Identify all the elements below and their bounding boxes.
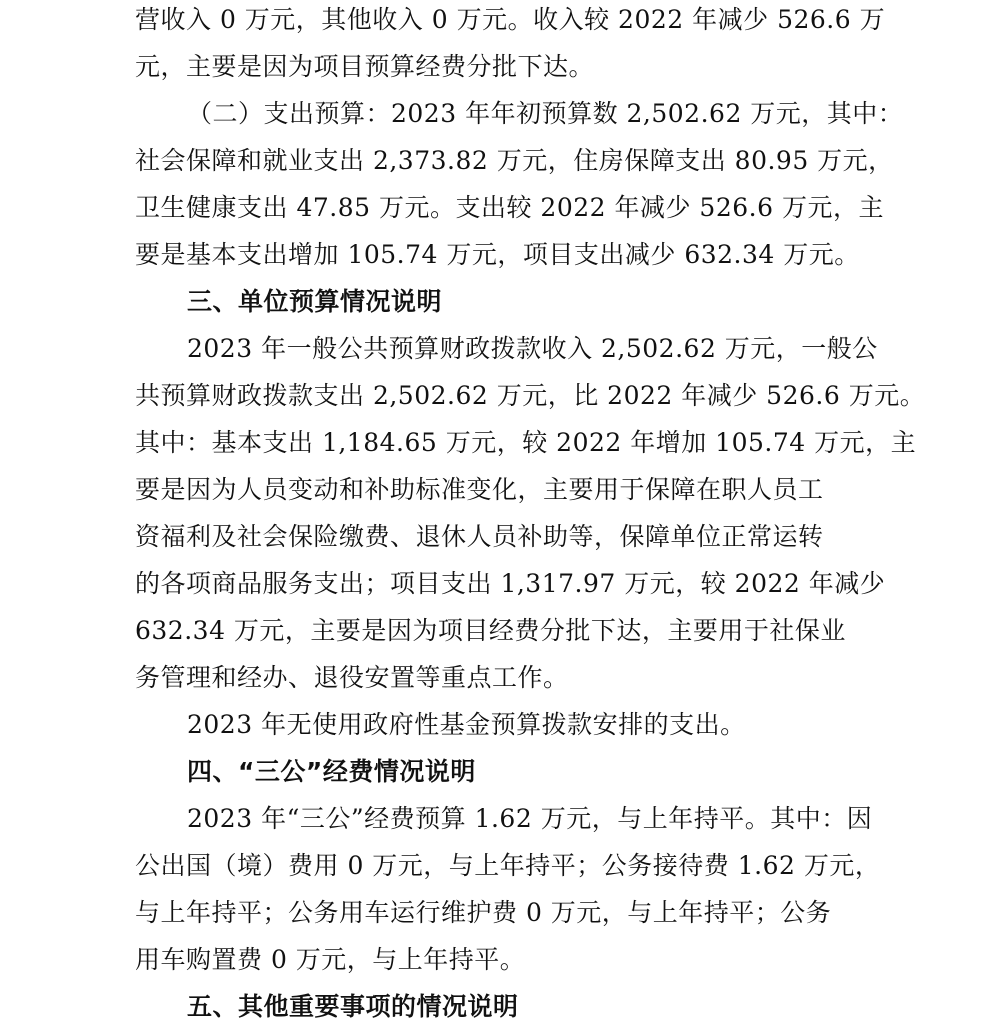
section-heading: 四、“三公”经费情况说明 [187,757,476,786]
body-line: 其中：基本支出 1,184.65 万元，较 2022 年增加 105.74 万元，主 [135,428,917,457]
body-line: （二）支出预算：2023 年年初预算数 2,502.62 万元，其中： [187,99,904,128]
body-line: 社会保障和就业支出 2,373.82 万元，住房保障支出 80.95 万元， [135,146,894,175]
body-line: 2023 年无使用政府性基金预算拨款安排的支出。 [187,710,746,739]
body-line: 要是基本支出增加 105.74 万元，项目支出减少 632.34 万元。 [135,240,860,269]
body-line: 公出国（境）费用 0 万元，与上年持平；公务接待费 1.62 万元， [135,851,881,880]
body-line: 务管理和经办、退役安置等重点工作。 [135,663,569,692]
body-line: 2023 年“三公”经费预算 1.62 万元，与上年持平。其中：因 [187,804,873,833]
body-line: 与上年持平；公务用车运行维护费 0 万元，与上年持平；公务 [135,898,832,927]
section-heading: 五、其他重要事项的情况说明 [187,992,519,1021]
body-line: 共预算财政拨款支出 2,502.62 万元，比 2022 年减少 526.6 万元。 [135,381,926,410]
body-line: 632.34 万元，主要是因为项目经费分批下达，主要用于社保业 [135,616,846,645]
body-line: 用车购置费 0 万元，与上年持平。 [135,945,526,974]
section-heading: 三、单位预算情况说明 [187,287,443,316]
body-line: 元，主要是因为项目预算经费分批下达。 [135,52,595,81]
body-line: 的各项商品服务支出；项目支出 1,317.97 万元，较 2022 年减少 [135,569,886,598]
body-line: 营收入 0 万元，其他收入 0 万元。收入较 2022 年减少 526.6 万 [135,5,886,34]
body-line: 2023 年一般公共预算财政拨款收入 2,502.62 万元，一般公 [187,334,878,363]
body-line: 要是因为人员变动和补助标准变化，主要用于保障在职人员工 [135,475,824,504]
body-line: 资福利及社会保险缴费、退休人员补助等，保障单位正常运转 [135,522,824,551]
body-line: 卫生健康支出 47.85 万元。支出较 2022 年减少 526.6 万元，主 [135,193,884,222]
